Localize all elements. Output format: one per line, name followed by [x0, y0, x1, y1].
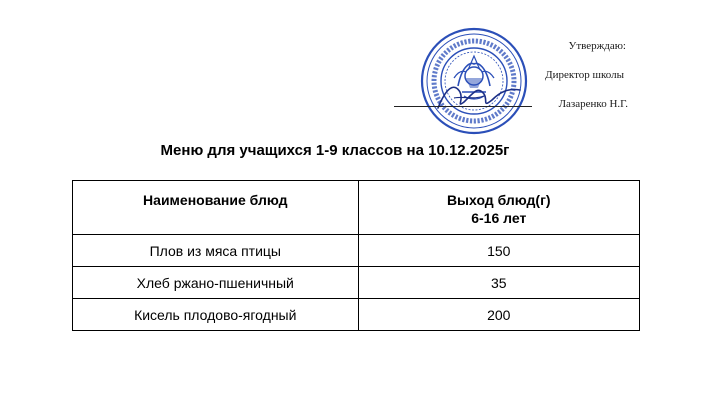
column-header-dish-name: Наименование блюд — [73, 181, 359, 235]
table-row — [73, 299, 640, 331]
dish-yield-cell: 35 — [358, 267, 639, 299]
dish-name-cell: Хлеб ржано-пшеничный — [73, 267, 359, 299]
signature-line — [394, 106, 532, 107]
signature-icon — [434, 78, 524, 114]
yield-header-age: 6-16 лет — [471, 210, 527, 226]
menu-table — [72, 180, 640, 331]
table-header-row — [73, 181, 640, 235]
approval-heading: Утверждаю: — [568, 40, 626, 52]
column-header-yield — [358, 181, 639, 235]
approval-block — [516, 40, 636, 127]
dish-yield-cell: 150 — [358, 235, 639, 267]
page-title: Меню для учащихся 1-9 классов на 10.12.2025г — [160, 142, 510, 159]
table-row — [73, 235, 640, 267]
table-row — [73, 267, 640, 299]
dish-yield-cell: 200 — [358, 299, 639, 331]
yield-header-label: Выход блюд(г) — [446, 192, 551, 208]
approval-position: Директор школы — [545, 69, 624, 81]
approval-signatory: Лазаренко Н.Г. — [558, 98, 628, 110]
dish-name-cell: Плов из мяса птицы — [73, 235, 359, 267]
dish-name-cell: Кисель плодово-ягодный — [73, 299, 359, 331]
